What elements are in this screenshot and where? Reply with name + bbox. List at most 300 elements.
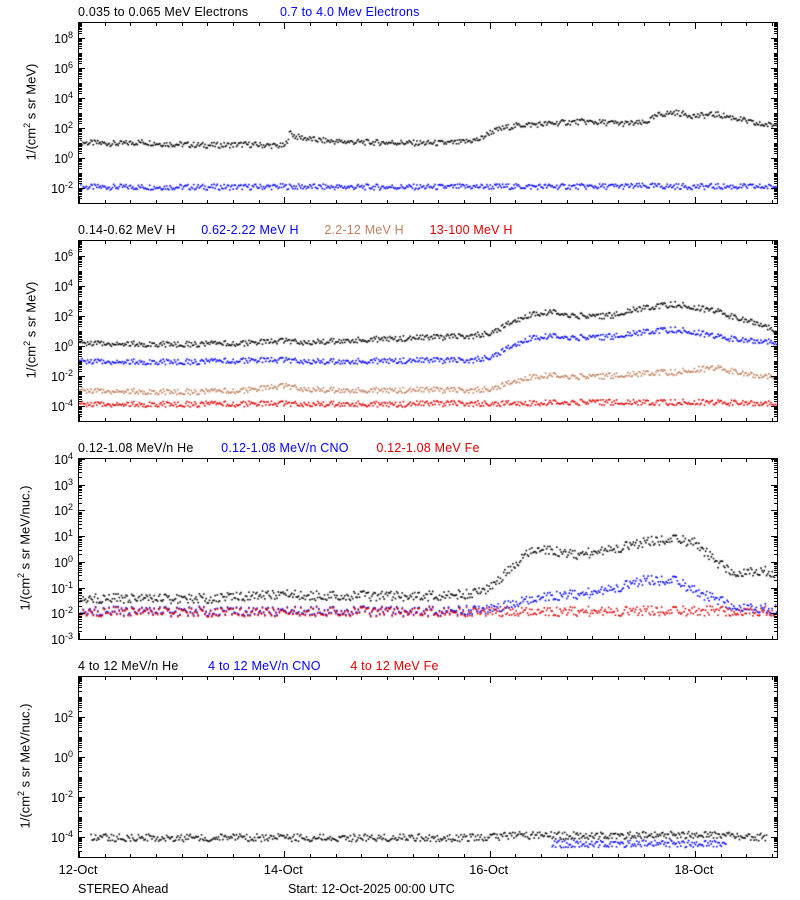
y-minor-tick xyxy=(78,336,82,337)
x-tick-mark xyxy=(284,633,285,640)
y-minor-tick xyxy=(774,367,778,368)
y-minor-tick xyxy=(78,698,82,699)
x-minor-tick xyxy=(130,22,131,26)
y-minor-tick xyxy=(78,322,82,323)
y-minor-tick xyxy=(78,546,82,547)
y-minor-tick xyxy=(774,173,778,174)
y-minor-tick xyxy=(774,286,778,287)
y-minor-tick xyxy=(78,624,82,625)
y-minor-tick xyxy=(774,279,778,280)
y-minor-tick xyxy=(774,198,778,199)
y-minor-tick xyxy=(78,160,82,161)
y-minor-tick xyxy=(774,797,778,798)
x-minor-tick xyxy=(259,200,260,204)
legend-item-fe-low: 0.12-1.08 MeV Fe xyxy=(376,441,480,455)
y-minor-tick xyxy=(774,89,778,90)
x-tick-mark xyxy=(695,415,696,422)
y-minor-tick xyxy=(78,840,82,841)
y-minor-tick xyxy=(774,56,778,57)
y-minor-tick xyxy=(774,467,778,468)
y-minor-tick xyxy=(78,63,82,64)
y-minor-tick xyxy=(774,843,778,844)
y-minor-tick xyxy=(774,492,778,493)
y-minor-tick xyxy=(774,145,778,146)
x-minor-tick xyxy=(592,676,593,680)
x-minor-tick xyxy=(310,636,311,640)
y-minor-tick xyxy=(78,510,82,511)
y-minor-tick xyxy=(78,817,82,818)
y-minor-tick xyxy=(78,291,82,292)
y-minor-tick xyxy=(774,589,778,590)
x-minor-tick xyxy=(644,200,645,204)
y-minor-tick xyxy=(774,301,778,302)
y-minor-tick xyxy=(774,518,778,519)
x-minor-tick xyxy=(438,240,439,244)
y-minor-tick xyxy=(774,378,778,379)
x-minor-tick xyxy=(207,676,208,680)
y-minor-tick xyxy=(774,718,778,719)
x-minor-tick xyxy=(310,22,311,26)
y-minor-tick xyxy=(78,614,82,615)
panel-protons-axes xyxy=(78,240,778,422)
x-minor-tick xyxy=(387,458,388,462)
y-minor-tick xyxy=(78,194,82,195)
y-minor-tick xyxy=(774,678,778,679)
x-tick-mark xyxy=(695,633,696,640)
y-minor-tick xyxy=(78,524,82,525)
y-tick-label: $10^2$ xyxy=(54,307,73,325)
y-tick-label: $10^6$ xyxy=(54,247,73,265)
y-minor-tick xyxy=(78,718,82,719)
x-minor-tick xyxy=(259,854,260,858)
y-minor-tick xyxy=(78,811,82,812)
x-minor-tick xyxy=(387,240,388,244)
x-minor-tick xyxy=(464,22,465,26)
y-minor-tick xyxy=(774,113,778,114)
x-minor-tick xyxy=(746,676,747,680)
x-minor-tick xyxy=(618,458,619,462)
y-minor-tick xyxy=(78,627,82,628)
y-minor-tick xyxy=(774,181,778,182)
x-minor-tick xyxy=(336,458,337,462)
y-minor-tick xyxy=(78,369,82,370)
y-tick-label: $10^{-3}$ xyxy=(51,630,73,648)
y-minor-tick xyxy=(774,781,778,782)
x-minor-tick xyxy=(413,200,414,204)
x-minor-tick xyxy=(772,854,773,858)
x-minor-tick xyxy=(644,22,645,26)
y-minor-tick xyxy=(774,677,778,678)
y-minor-tick xyxy=(78,697,82,698)
y-minor-tick xyxy=(774,304,778,305)
y-minor-tick xyxy=(78,158,82,159)
y-minor-tick xyxy=(774,394,778,395)
y-minor-tick xyxy=(774,521,778,522)
x-tick-mark xyxy=(79,851,80,858)
x-minor-tick xyxy=(105,458,106,462)
x-minor-tick xyxy=(772,418,773,422)
y-minor-tick xyxy=(78,621,82,622)
y-minor-tick xyxy=(774,294,778,295)
panel-electrons-legend xyxy=(78,5,798,21)
y-minor-tick xyxy=(774,477,778,478)
y-minor-tick xyxy=(78,740,82,741)
y-minor-tick xyxy=(78,173,82,174)
y-minor-tick xyxy=(774,539,778,540)
y-minor-tick xyxy=(774,76,778,77)
y-minor-tick xyxy=(78,153,82,154)
y-minor-tick xyxy=(774,595,778,596)
y-minor-tick xyxy=(78,562,82,563)
y-minor-tick xyxy=(78,699,82,700)
x-minor-tick xyxy=(130,676,131,680)
y-minor-tick xyxy=(774,817,778,818)
x-minor-tick xyxy=(721,240,722,244)
x-minor-tick xyxy=(361,636,362,640)
legend-item-cno-high: 4 to 12 MeV/n CNO xyxy=(208,659,321,673)
y-minor-tick xyxy=(774,73,778,74)
x-minor-tick xyxy=(156,418,157,422)
y-minor-tick xyxy=(78,521,82,522)
x-minor-tick xyxy=(336,22,337,26)
y-minor-tick xyxy=(78,131,82,132)
y-minor-tick xyxy=(78,100,82,101)
y-minor-tick xyxy=(78,820,82,821)
y-minor-tick xyxy=(774,175,778,176)
legend-item-he-high: 4 to 12 MeV/n He xyxy=(78,659,179,673)
x-tick-mark xyxy=(695,197,696,204)
y-minor-tick xyxy=(78,258,82,259)
y-minor-tick xyxy=(774,542,778,543)
x-axis-tick-label: 18-Oct xyxy=(674,862,714,877)
y-minor-tick xyxy=(78,73,82,74)
y-minor-tick xyxy=(78,613,82,614)
y-minor-tick xyxy=(78,751,82,752)
x-minor-tick xyxy=(592,418,593,422)
x-minor-tick xyxy=(772,458,773,462)
x-minor-tick xyxy=(156,636,157,640)
x-tick-mark xyxy=(490,851,491,858)
x-minor-tick xyxy=(259,240,260,244)
x-minor-tick xyxy=(567,676,568,680)
y-minor-tick xyxy=(78,778,82,779)
y-minor-tick xyxy=(78,279,82,280)
x-minor-tick xyxy=(567,240,568,244)
y-minor-tick xyxy=(774,701,778,702)
y-minor-tick xyxy=(78,133,82,134)
legend-item-cno-low: 0.12-1.08 MeV/n CNO xyxy=(221,441,349,455)
panel-high-energy-ions xyxy=(16,659,778,858)
y-minor-tick xyxy=(78,116,82,117)
y-minor-tick xyxy=(78,723,82,724)
y-minor-tick xyxy=(78,819,82,820)
y-minor-tick xyxy=(78,249,82,250)
y-minor-tick xyxy=(774,23,778,24)
panel-electrons-axes xyxy=(78,22,778,204)
y-minor-tick xyxy=(774,296,778,297)
y-minor-tick xyxy=(774,85,778,86)
x-tick-mark xyxy=(695,240,696,247)
y-minor-tick xyxy=(774,176,778,177)
x-tick-mark xyxy=(695,851,696,858)
y-minor-tick xyxy=(78,130,82,131)
y-minor-tick xyxy=(78,606,82,607)
y-minor-tick xyxy=(774,777,778,778)
x-minor-tick xyxy=(233,200,234,204)
y-minor-tick xyxy=(774,336,778,337)
x-minor-tick xyxy=(130,458,131,462)
y-minor-tick xyxy=(78,721,82,722)
x-minor-tick xyxy=(464,240,465,244)
y-minor-tick xyxy=(78,580,82,581)
y-minor-tick xyxy=(78,145,82,146)
y-minor-tick xyxy=(78,351,82,352)
y-minor-tick xyxy=(78,61,82,62)
x-minor-tick xyxy=(156,676,157,680)
y-minor-tick xyxy=(774,707,778,708)
y-minor-tick xyxy=(78,765,82,766)
y-minor-tick xyxy=(774,575,778,576)
y-tick-label: $10^8$ xyxy=(54,29,73,47)
x-minor-tick xyxy=(618,22,619,26)
x-minor-tick xyxy=(746,636,747,640)
y-minor-tick xyxy=(78,781,82,782)
x-minor-tick xyxy=(721,854,722,858)
y-minor-tick xyxy=(774,512,778,513)
y-minor-tick xyxy=(78,356,82,357)
x-minor-tick xyxy=(105,854,106,858)
x-minor-tick xyxy=(182,636,183,640)
y-minor-tick xyxy=(774,146,778,147)
x-minor-tick xyxy=(746,22,747,26)
y-minor-tick xyxy=(774,311,778,312)
y-minor-tick xyxy=(774,83,778,84)
y-minor-tick xyxy=(774,841,778,842)
y-minor-tick xyxy=(774,490,778,491)
y-minor-tick xyxy=(774,807,778,808)
y-minor-tick xyxy=(774,459,778,460)
x-minor-tick xyxy=(361,200,362,204)
y-minor-tick xyxy=(78,575,82,576)
y-minor-tick xyxy=(774,691,778,692)
y-minor-tick xyxy=(78,88,82,89)
y-tick-label: $10^3$ xyxy=(54,476,73,493)
y-minor-tick xyxy=(78,777,82,778)
y-minor-tick xyxy=(774,331,778,332)
y-minor-tick xyxy=(774,401,778,402)
x-minor-tick xyxy=(182,22,183,26)
y-minor-tick xyxy=(774,737,778,738)
y-minor-tick xyxy=(78,593,82,594)
y-minor-tick xyxy=(78,411,82,412)
panel-protons-legend xyxy=(78,223,798,239)
y-minor-tick xyxy=(78,801,82,802)
y-minor-tick xyxy=(774,409,778,410)
y-minor-tick xyxy=(78,168,82,169)
x-tick-mark xyxy=(284,22,285,29)
y-minor-tick xyxy=(774,188,778,189)
y-minor-tick xyxy=(774,811,778,812)
y-minor-tick xyxy=(78,321,82,322)
y-minor-tick xyxy=(78,745,82,746)
y-minor-tick xyxy=(774,318,778,319)
y-minor-tick xyxy=(774,271,778,272)
y-minor-tick xyxy=(78,720,82,721)
y-minor-tick xyxy=(78,339,82,340)
y-minor-tick xyxy=(774,465,778,466)
y-minor-tick xyxy=(78,89,82,90)
y-minor-tick xyxy=(774,679,778,680)
x-minor-tick xyxy=(618,200,619,204)
x-minor-tick xyxy=(259,676,260,680)
y-minor-tick xyxy=(774,179,778,180)
y-minor-tick xyxy=(774,309,778,310)
y-minor-tick xyxy=(774,104,778,105)
y-minor-tick xyxy=(78,472,82,473)
legend-item-h-1: 0.14-0.62 MeV H xyxy=(78,223,176,237)
y-tick-label: $10^{-1}$ xyxy=(51,579,73,596)
x-minor-tick xyxy=(233,676,234,680)
y-minor-tick xyxy=(774,291,778,292)
x-minor-tick xyxy=(515,458,516,462)
y-minor-tick xyxy=(774,783,778,784)
y-minor-tick xyxy=(774,580,778,581)
y-minor-tick xyxy=(774,703,778,704)
y-minor-tick xyxy=(78,703,82,704)
y-minor-tick xyxy=(774,352,778,353)
y-minor-tick xyxy=(78,306,82,307)
y-minor-tick xyxy=(774,741,778,742)
y-minor-tick xyxy=(78,685,82,686)
y-minor-tick xyxy=(78,163,82,164)
y-minor-tick xyxy=(774,151,778,152)
x-minor-tick xyxy=(464,636,465,640)
y-minor-tick xyxy=(78,807,82,808)
y-minor-tick xyxy=(78,590,82,591)
y-minor-tick xyxy=(774,697,778,698)
y-minor-tick xyxy=(78,498,82,499)
x-tick-mark xyxy=(284,851,285,858)
y-minor-tick xyxy=(774,25,778,26)
y-minor-tick xyxy=(774,411,778,412)
y-minor-tick xyxy=(78,598,82,599)
y-minor-tick xyxy=(774,59,778,60)
y-minor-tick xyxy=(774,699,778,700)
y-minor-tick xyxy=(78,701,82,702)
y-minor-tick xyxy=(774,382,778,383)
y-minor-tick xyxy=(78,307,82,308)
y-minor-tick xyxy=(774,760,778,761)
y-minor-tick xyxy=(78,705,82,706)
y-minor-tick xyxy=(78,800,82,801)
y-minor-tick xyxy=(78,408,82,409)
x-minor-tick xyxy=(105,22,106,26)
y-minor-tick xyxy=(774,289,778,290)
x-minor-tick xyxy=(361,458,362,462)
x-minor-tick xyxy=(464,676,465,680)
y-minor-tick xyxy=(774,88,778,89)
y-minor-tick xyxy=(78,763,82,764)
y-minor-tick xyxy=(774,346,778,347)
y-minor-tick xyxy=(774,393,778,394)
y-minor-tick xyxy=(78,394,82,395)
y-minor-tick xyxy=(78,176,82,177)
y-minor-tick xyxy=(774,307,778,308)
y-minor-tick xyxy=(774,758,778,759)
y-minor-tick xyxy=(774,78,778,79)
y-minor-tick xyxy=(774,570,778,571)
y-minor-tick xyxy=(774,779,778,780)
y-minor-tick xyxy=(774,614,778,615)
y-minor-tick xyxy=(774,158,778,159)
y-minor-tick xyxy=(774,687,778,688)
y-minor-tick xyxy=(774,63,778,64)
x-minor-tick xyxy=(182,676,183,680)
y-minor-tick xyxy=(774,550,778,551)
y-minor-tick xyxy=(78,31,82,32)
y-minor-tick xyxy=(78,364,82,365)
x-minor-tick xyxy=(413,22,414,26)
y-minor-tick xyxy=(78,46,82,47)
y-minor-tick xyxy=(774,196,778,197)
y-minor-tick xyxy=(774,598,778,599)
y-minor-tick xyxy=(78,843,82,844)
x-minor-tick xyxy=(772,22,773,26)
y-minor-tick xyxy=(774,743,778,744)
y-minor-tick xyxy=(774,136,778,137)
y-minor-tick xyxy=(774,563,778,564)
y-minor-tick xyxy=(774,261,778,262)
y-minor-tick xyxy=(774,106,778,107)
y-minor-tick xyxy=(774,639,778,640)
y-minor-tick xyxy=(774,74,778,75)
y-minor-tick xyxy=(774,273,778,274)
legend-item-electrons-high: 0.7 to 4.0 Mev Electrons xyxy=(279,5,420,19)
y-minor-tick xyxy=(774,725,778,726)
y-minor-tick xyxy=(78,738,82,739)
x-minor-tick xyxy=(361,240,362,244)
y-minor-tick xyxy=(774,333,778,334)
y-minor-tick xyxy=(78,399,82,400)
y-minor-tick xyxy=(78,341,82,342)
y-minor-tick xyxy=(78,495,82,496)
x-minor-tick xyxy=(130,636,131,640)
y-minor-tick xyxy=(774,801,778,802)
x-minor-tick xyxy=(618,418,619,422)
y-minor-tick xyxy=(774,29,778,30)
x-minor-tick xyxy=(336,418,337,422)
y-minor-tick xyxy=(774,244,778,245)
y-minor-tick xyxy=(774,799,778,800)
x-minor-tick xyxy=(105,636,106,640)
x-minor-tick xyxy=(721,22,722,26)
x-minor-tick xyxy=(130,854,131,858)
y-minor-tick xyxy=(774,264,778,265)
x-minor-tick xyxy=(772,240,773,244)
y-minor-tick xyxy=(774,337,778,338)
y-minor-tick xyxy=(774,203,778,204)
y-minor-tick xyxy=(774,486,778,487)
x-minor-tick xyxy=(592,458,593,462)
y-minor-tick xyxy=(78,251,82,252)
y-minor-tick xyxy=(78,76,82,77)
x-tick-mark xyxy=(695,22,696,29)
y-minor-tick xyxy=(774,164,778,165)
y-tick-label: $10^0$ xyxy=(54,337,73,355)
y-minor-tick xyxy=(78,48,82,49)
x-axis-tick-label: 12-Oct xyxy=(58,862,98,877)
y-minor-tick xyxy=(774,406,778,407)
